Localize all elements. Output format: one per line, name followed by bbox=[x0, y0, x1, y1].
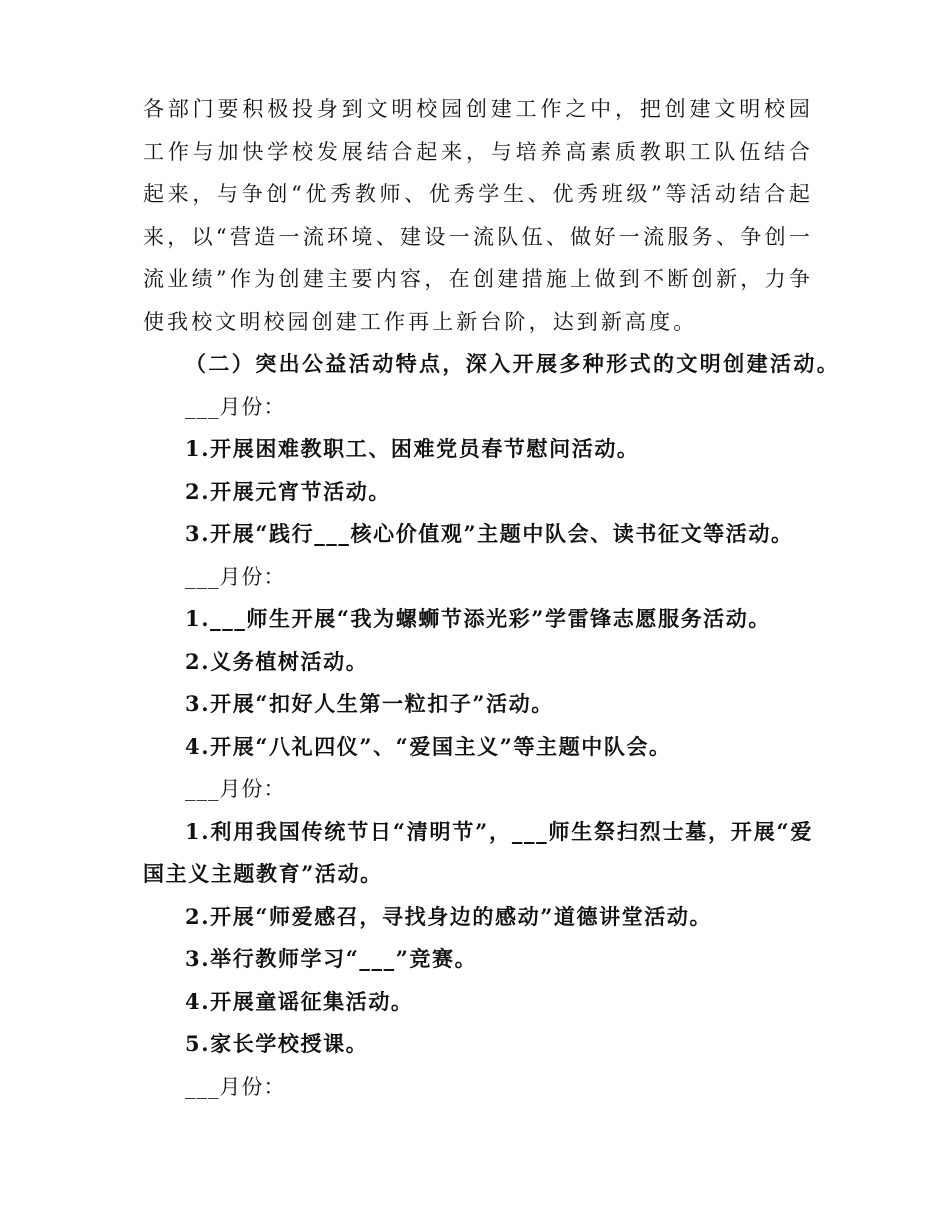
list-item: 4.开展童谣征集活动。 bbox=[185, 988, 414, 1014]
list-item: 3.开展“践行___核心价值观”主题中队会、读书征文等活动。 bbox=[185, 521, 794, 546]
month-label: ___月份： bbox=[185, 564, 286, 589]
intro-paragraph: 各部门要积极投身到文明校园创建工作之中，把创建文明校园工作与加快学校发展结合起来，与培养高素质教职工队伍结合起来，与争创“优秀教师、优秀学生、优秀班级”等活动结合起来，以“营造一流环境、建设一流队伍、做好一流服务、争创一流业绩”作为创建主要内容，在创建措施上做到不断创新，力争使我校文明校园创建工作再上新台阶，达到新高度。 bbox=[143, 97, 813, 334]
list-item: 5.家长学校授课。 bbox=[185, 1031, 369, 1056]
document-body bbox=[143, 88, 841, 1108]
list-item: 1.___师生开展“我为螺蛳节添光彩”学雷锋志愿服务活动。 bbox=[185, 606, 771, 631]
month-label: ___月份： bbox=[185, 777, 286, 801]
list-item: 3.举行教师学习“___”竞赛。 bbox=[185, 946, 478, 971]
list-item: 3.开展“扣好人生第一粒扣子”活动。 bbox=[185, 691, 554, 716]
month-label: ___月份： bbox=[185, 394, 286, 419]
list-item: 2.开展“师爱感召，寻找身边的感动”道德讲堂活动。 bbox=[185, 903, 713, 929]
list-item: 2.开展元宵节活动。 bbox=[185, 478, 391, 504]
section-heading: （二）突出公益活动特点，深入开展多种形式的文明创建活动。 bbox=[185, 351, 841, 376]
list-item: 4.开展“八礼四仪”、“爱国主义”等主题中队会。 bbox=[185, 733, 672, 759]
month-label: ___月份： bbox=[185, 1074, 286, 1099]
list-item: 2.义务植树活动。 bbox=[185, 648, 369, 674]
list-item: 1.利用我国传统节日“清明节”，___师生祭扫烈士墓，开展“爱国主义主题教育”活动。 bbox=[143, 818, 813, 886]
list-item: 1.开展困难教职工、困难党员春节慰问活动。 bbox=[185, 436, 640, 461]
